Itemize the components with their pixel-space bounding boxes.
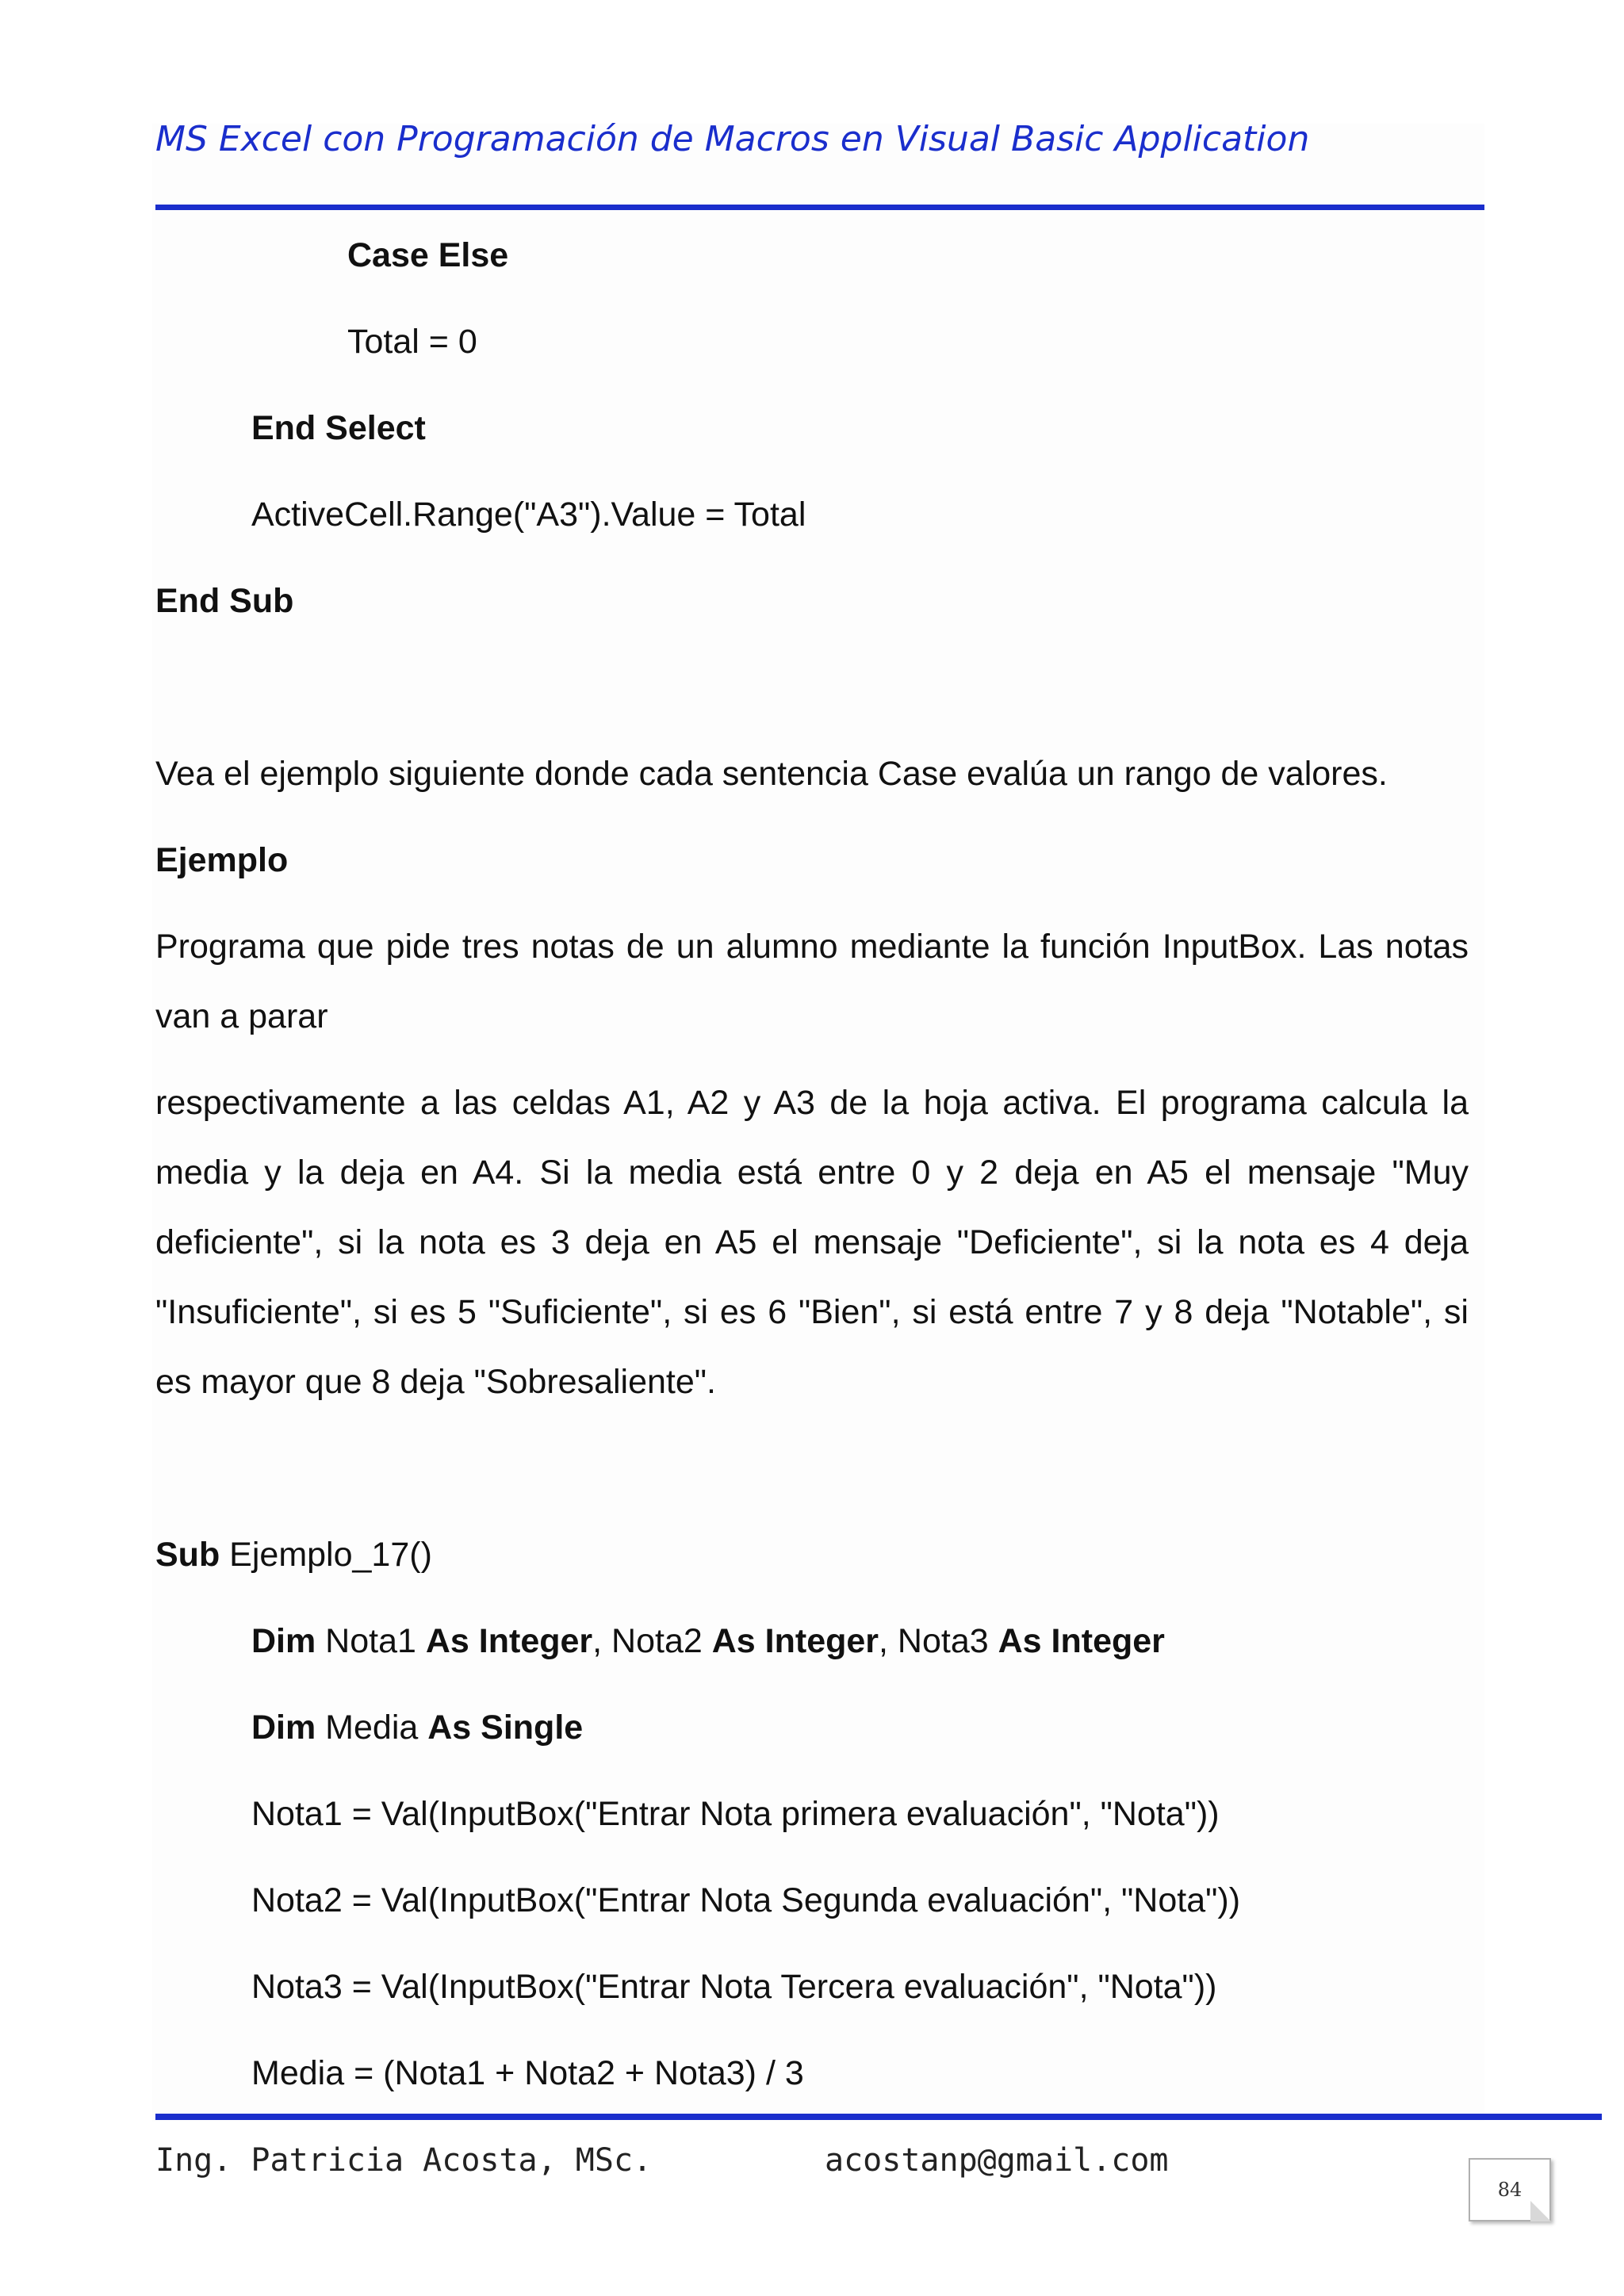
code-end-select: End Select: [251, 409, 426, 447]
example-heading: Ejemplo: [155, 841, 289, 879]
code-dim-media: Dim Media As Single: [251, 1709, 584, 1747]
paragraph-1-line-1: Programa que pide tres notas de un alumno mediante la función InputBox. Las notas: [155, 928, 1469, 966]
code-media-assign: Media = (Nota1 + Nota2 + Nota3) / 3: [251, 2054, 804, 2092]
page-number: 84: [1497, 2179, 1522, 2201]
page-number-badge: [1469, 2158, 1551, 2221]
page-curl-icon: [1530, 2201, 1551, 2221]
paragraph-2-line-2: media y la deja en A4. Si la media está entre 0 y 2 deja en A5 el mensaje "Muy: [155, 1154, 1469, 1192]
code-active-cell: ActiveCell.Range("A3").Value = Total: [251, 496, 806, 534]
header-rule: [155, 205, 1484, 210]
footer-rule: [155, 2114, 1602, 2120]
code-nota1-assign: Nota1 = Val(InputBox("Entrar Nota primera evaluación", "Nota")): [251, 1795, 1220, 1833]
footer-email[interactable]: acostanp@gmail.com: [825, 2142, 1169, 2179]
paragraph-2-line-4: "Insuficiente", si es 5 "Suficiente", si es 6 "Bien", si está entre 7 y 8 deja "Notable", si: [155, 1293, 1469, 1331]
paragraph-2-line-1: respectivamente a las celdas A1, A2 y A3 de la hoja activa. El programa calcula la: [155, 1084, 1469, 1122]
paragraph-1-line-2: van a parar: [155, 997, 328, 1035]
intro-text: Vea el ejemplo siguiente donde cada sentencia Case evalúa un rango de valores.: [155, 755, 1388, 793]
paragraph-2-line-3: deficiente", si la nota es 3 deja en A5 el mensaje "Deficiente", si la nota es 4 deja: [155, 1223, 1469, 1261]
code-sub-declaration: Sub Ejemplo_17(): [155, 1536, 432, 1574]
code-dim-notas: Dim Nota1 As Integer, Nota2 As Integer, Nota3 As Integer: [251, 1622, 1165, 1660]
header-title: MS Excel con Programación de Macros en Visual Basic Application: [155, 119, 1310, 159]
code-total-zero: Total = 0: [347, 323, 477, 361]
code-nota2-assign: Nota2 = Val(InputBox("Entrar Nota Segunda evaluación", "Nota")): [251, 1881, 1241, 1919]
footer-author: Ing. Patricia Acosta, MSc.: [155, 2142, 653, 2179]
code-nota3-assign: Nota3 = Val(InputBox("Entrar Nota Tercera evaluación", "Nota")): [251, 1968, 1217, 2006]
code-end-sub: End Sub: [155, 582, 294, 620]
paragraph-2-line-5: es mayor que 8 deja "Sobresaliente".: [155, 1363, 717, 1401]
code-case-else: Case Else: [347, 236, 509, 274]
